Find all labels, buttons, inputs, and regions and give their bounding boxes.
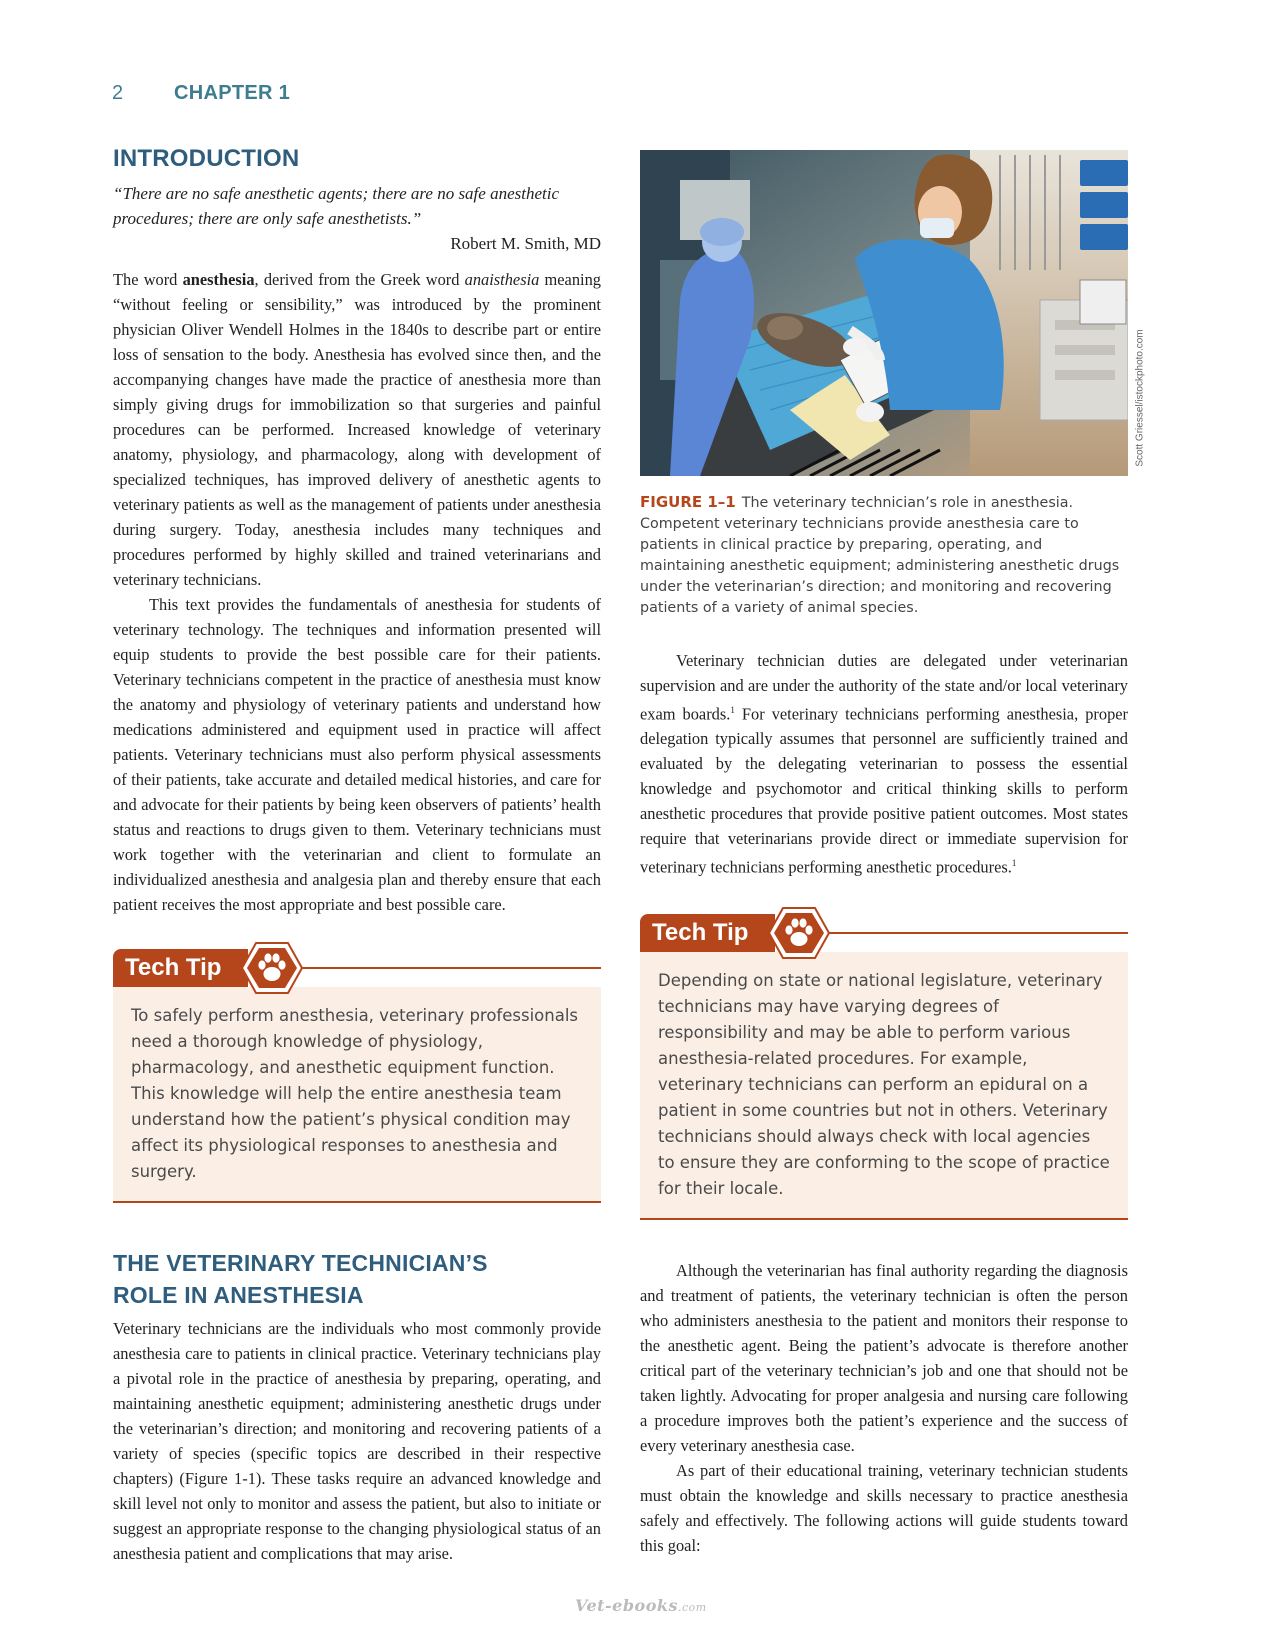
footer-watermark-logo xyxy=(575,1596,707,1615)
figure-photo xyxy=(640,150,1128,476)
text-run: The word xyxy=(113,270,183,289)
intro-heading: INTRODUCTION xyxy=(113,145,300,172)
text-run: For veterinary technicians performing anesthesia, proper delegation typically assumes that personnel are sufficiently trained and evaluated by the delegating veterinarian to possess the essential knowledge and psychomotor and critical thinking skills to perform anesthetic procedures that provide positive patient outcomes. Most states require that veterinarians provide direct or immediate supervision for veterinary technicians performing anesthetic procedures. xyxy=(640,704,1129,877)
intro-paragraph-1 xyxy=(113,267,601,592)
tech-tip-box xyxy=(113,941,601,1203)
figure-label: FIGURE 1–1 xyxy=(640,493,736,511)
tech-tip-box xyxy=(640,906,1128,1220)
chapter-label: CHAPTER 1 xyxy=(174,82,291,104)
role-paragraph: Veterinary technicians are the individuals who most commonly provide anesthesia care to patients in clinical practice. Veterinary technicians play a pivotal role in the practice of anesthesia by preparing, operating, and maintaining anesthetic equipment; administering anesthetic drugs under the veterinarian’s direction; and monitoring and recovering patients of a variety of species (specific topics are described in their respective chapters) (Figure 1-1). These tasks require an advanced knowledge and skill level not only to monitor and assess the patient, but also to initiate or suggest an appropriate response to the changing physiological status of an anesthesia patient and complications that may arise. xyxy=(113,1319,601,1563)
figure-caption-text: The veterinary technician’s role in anesthesia. Competent veterinary technicians provide anesthesia care to patients in clinical practice by preparing, operating, and maintaining anesthetic equipment; administering anesthetic drugs under the veterinarian’s direction; and monitoring and recovering patients of a variety of animal species. xyxy=(640,495,1120,616)
intro-paragraph-2: This text provides the fundamentals of anesthesia for students of veterinary technology. The techniques and information presented will equip students to provide the best possible care for their patients. Veterinary technicians competent in the practice of anesthesia must know the anatomy and physiology of veterinary patients and understand how medications administered and equipment used in practice will affect patients. Veterinary technicians must also perform physical assessments of their patients, take accurate and detailed medical histories, and care for and advocate for their patients by being keen observers of patients’ health status and reactions to drugs given to them. Veterinary technicians must work together with the veterinarian and client to formulate an individualized anesthesia and analgesia plan and thereby ensure that each patient receives the most appropriate and best possible care. xyxy=(113,595,601,914)
logo-suffix: .com xyxy=(677,1601,707,1614)
page-number: 2 xyxy=(112,82,124,104)
figure-caption xyxy=(640,492,1128,619)
tech-tip-rule xyxy=(828,932,1128,934)
tech-tip-label: Tech Tip xyxy=(640,914,775,952)
right-column xyxy=(640,150,1128,1558)
tech-tip-header xyxy=(113,941,601,987)
tech-tip-text: Depending on state or national legislature, veterinary technicians may have varying degrees of responsibility and may be able to perform various anesthesia-related procedures. For example, veterinary technicians can perform an epidural on a patient in some countries but not in others. Veterinary technicians should always check with local agencies to ensure they are conforming to the scope of practice for their locale. xyxy=(640,952,1128,1220)
training-paragraph: As part of their educational training, veterinary technician students must obtain the knowledge and skills necessary to practice anesthesia safely and effectively. The following actions will guide students toward this goal: xyxy=(640,1460,1128,1555)
delegation-paragraph xyxy=(640,648,1128,880)
role-heading xyxy=(113,1247,601,1311)
photo-credit xyxy=(1133,320,1147,476)
intro-body xyxy=(113,267,601,917)
logo-text: Vet-ebooks xyxy=(575,1596,678,1615)
text-run: , derived from the Greek word xyxy=(254,270,465,289)
epigraph-quote: “There are no safe anesthetic agents; there are no safe anesthetic procedures; there are only safe anesthetists.” xyxy=(113,184,560,228)
footnote-ref: 1 xyxy=(730,705,735,715)
key-term: anesthesia xyxy=(182,270,255,289)
text-run: Veterinary technician duties are delegated under veterinarian supervision and are under the authority of the state and/or local veterinary exam boards. xyxy=(640,651,1128,724)
epigraph-author: Robert M. Smith, MD xyxy=(450,234,601,253)
tech-tip-rule xyxy=(301,967,601,969)
greek-term: anaisthesia xyxy=(464,270,540,289)
tech-tip-label: Tech Tip xyxy=(113,949,248,987)
paw-print-icon xyxy=(768,906,830,960)
role-heading-line-2: ROLE IN ANESTHESIA xyxy=(113,1282,364,1308)
text-run: meaning “without feeling or sensibility,” was introduced by the prominent physician Oliver Wendell Holmes in the 1840s to describe part or entire loss of sensation to the body. Anesthesia has evolved since then, and the accompanying changes have made the practice of anesthesia more than simply giving drugs for immobilization so that surgeries and painful procedures can be performed. Increased knowledge of veterinary anatomy, physiology, and pharmacology, along with development of specialized techniques, has improved delivery of anesthetic agents to veterinary patients as well as the management of patients under anesthesia during surgery. Today, anesthesia includes many techniques and procedures performed by highly skilled and trained veterinarians and veterinary technicians. xyxy=(113,270,601,589)
photo-credit-text: Scott Griessel/istockphoto.com xyxy=(1134,329,1146,467)
tech-tip-header xyxy=(640,906,1128,952)
veterinary-technician-photo xyxy=(640,150,1128,476)
left-column xyxy=(113,143,601,1566)
footnote-ref: 1 xyxy=(1011,858,1017,869)
advocacy-section xyxy=(640,1258,1128,1558)
role-heading-line-1: THE VETERINARY TECHNICIAN’S xyxy=(113,1250,488,1276)
page-header xyxy=(112,82,290,112)
paw-print-icon xyxy=(241,941,303,995)
advocacy-paragraph: Although the veterinarian has final authority regarding the diagnosis and treatment of patients, the veterinary technician is often the person who administers anesthesia to the patient and monitors their response to the anesthetic agent. Being the patient’s advocate is therefore another critical part of the veterinary technician’s job and one that should not be taken lightly. Advocating for proper analgesia and nursing care following a procedure improves both the patient’s experience and the success of every veterinary anesthesia case. xyxy=(640,1260,1128,1455)
tech-tip-text: To safely perform anesthesia, veterinary professionals need a thorough knowledge of physiology, pharmacology, and anesthetic equipment function. This knowledge will help the entire anesthesia team understand how the patient’s physical condition may affect its physiological responses to anesthesia and surgery. xyxy=(113,987,601,1203)
